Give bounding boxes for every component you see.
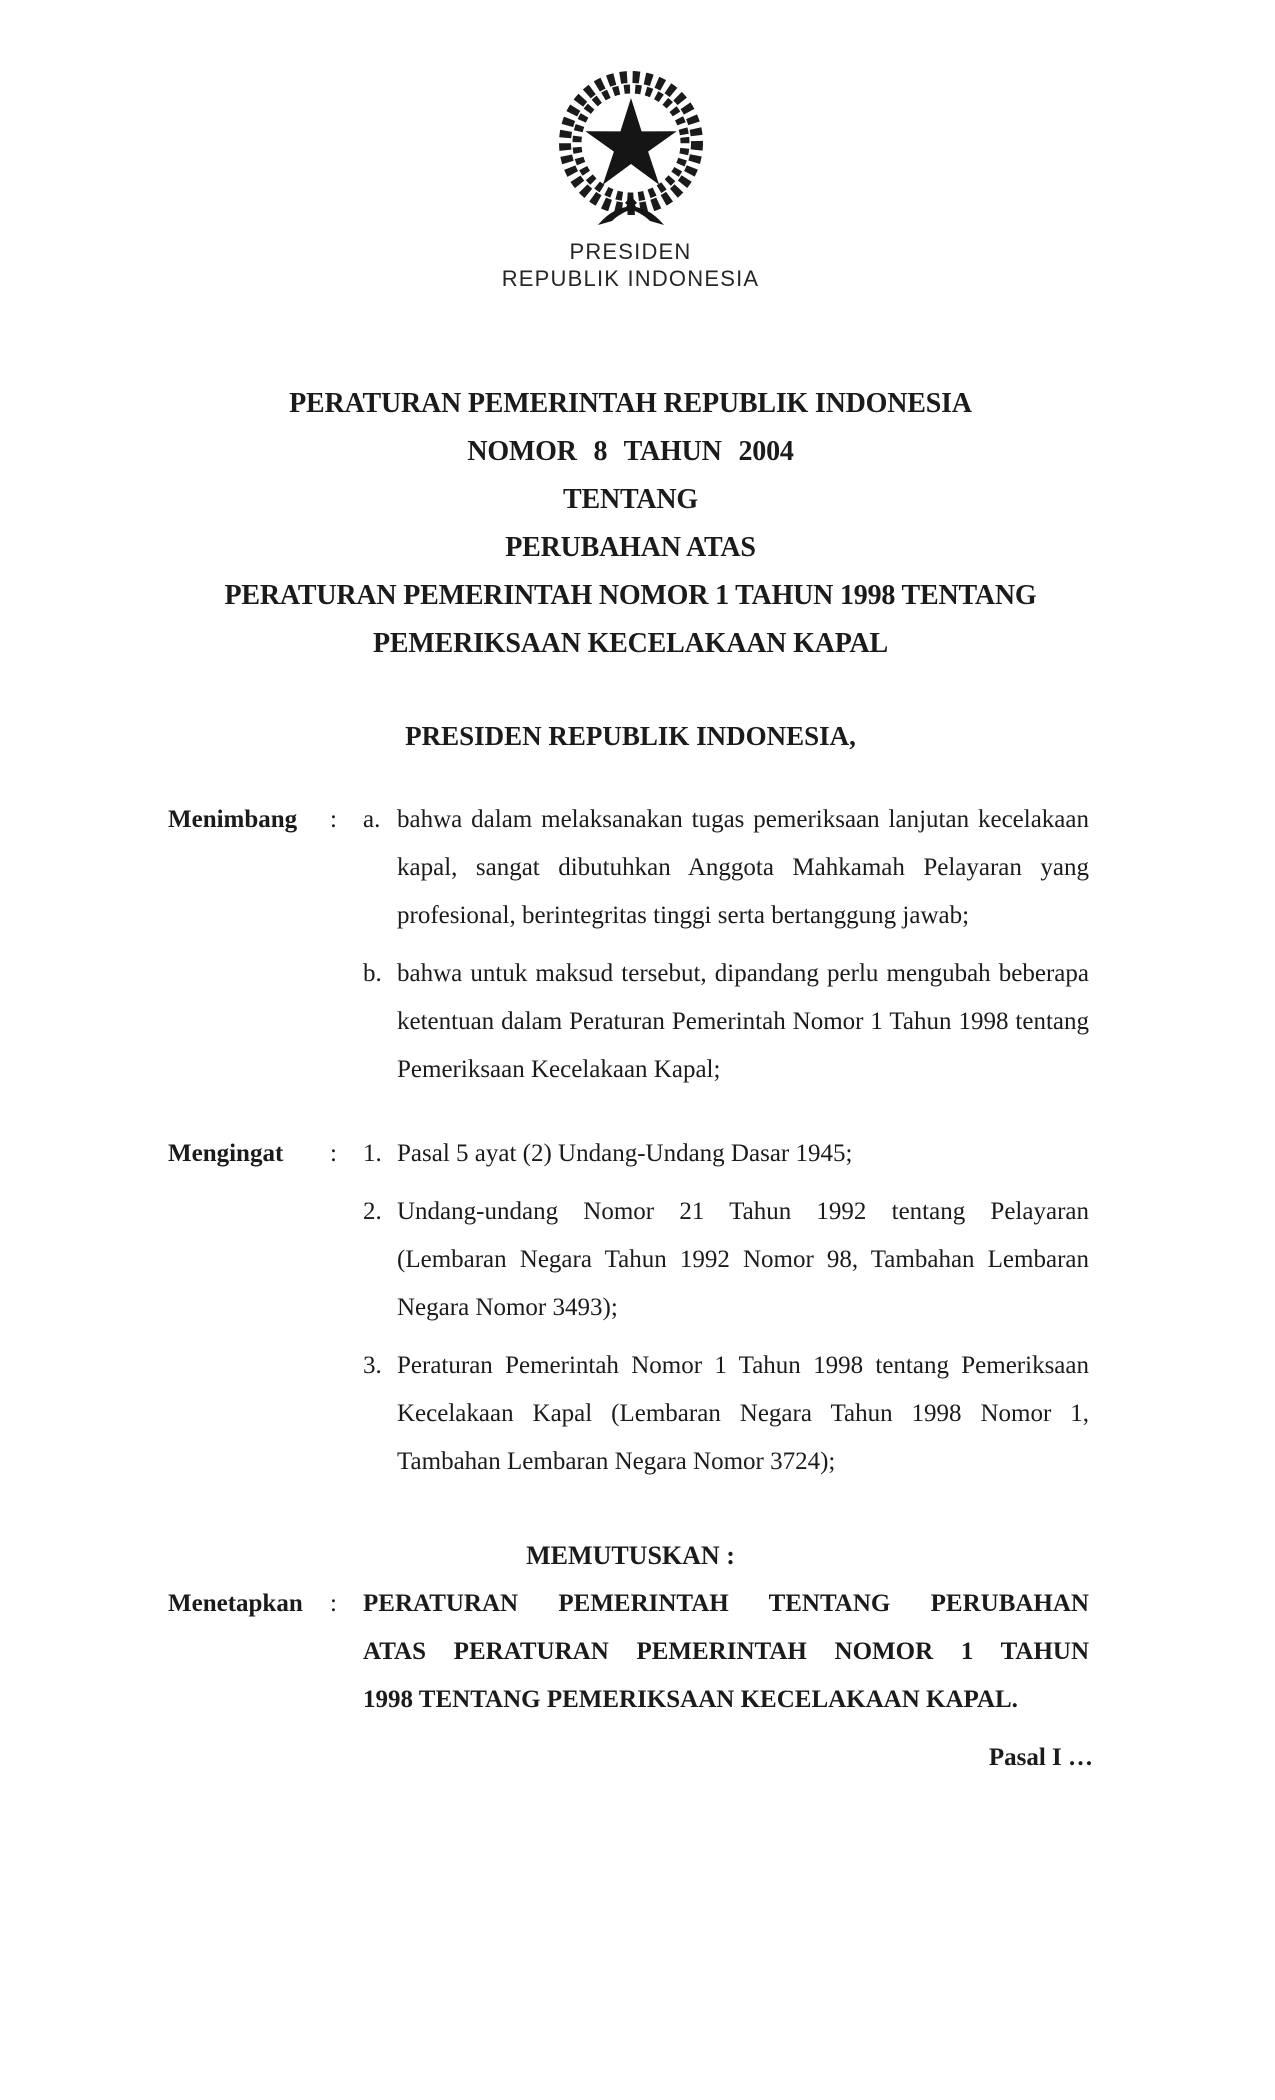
menetapkan-section: [168, 1580, 1093, 1724]
item-marker: 1.: [363, 1140, 382, 1167]
letterhead-emblem: [168, 0, 1093, 230]
item-text: Peraturan Pemerintah Nomor 1 Tahun 1998 tentang Pemeriksaan Kecelakaan Kapal (Lembaran Negara Tahun 1998 Nomor 1, Tambahan Lembaran Negara Nomor 3724);: [397, 1352, 1089, 1475]
item-text: bahwa dalam melaksanakan tugas pemeriksaan lanjutan kecelakaan kapal, sangat dibutuhkan Anggota Mahkamah Pelayaran yang profesional, berintegritas tinggi serta bertanggung jawab;: [397, 806, 1089, 929]
title-line: PERATURAN PEMERINTAH NOMOR 1 TAHUN 1998 TENTANG: [224, 580, 1037, 611]
menimbang-section: [168, 796, 1093, 1094]
section-label-menetapkan: Menetapkan: [168, 1590, 303, 1617]
section-label-mengingat: Mengingat: [168, 1140, 284, 1167]
item-marker: b.: [363, 960, 382, 987]
salutation: PRESIDEN REPUBLIK INDONESIA,: [405, 721, 856, 751]
item-marker: 2.: [363, 1198, 382, 1225]
label-colon: :: [330, 1140, 337, 1167]
section-label-menimbang: Menimbang: [168, 806, 298, 833]
document-title: [168, 380, 1093, 668]
enacting-text: [363, 1580, 1089, 1724]
item-text: Undang-undang Nomor 21 Tahun 1992 tentang Pelayaran (Lembaran Negara Tahun 1992 Nomor 98, Tambahan Lembaran Negara Nomor 3493);: [397, 1198, 1089, 1321]
title-line-tentang: TENTANG: [563, 484, 698, 515]
presidential-star-wreath-emblem-icon: [546, 70, 716, 230]
label-colon: :: [330, 806, 337, 833]
title-line: PEMERIKSAAN KECELAKAAN KAPAL: [372, 628, 889, 659]
letterhead-line-presiden: PRESIDEN: [569, 239, 692, 264]
item-text: bahwa untuk maksud tersebut, dipandang perlu mengubah beberapa ketentuan dalam Peraturan Pemerintah Nomor 1 Tahun 1998 tentang Pemeriksaan Kecelakaan Kapal;: [397, 960, 1089, 1083]
letterhead-line-republik-indonesia: REPUBLIK INDONESIA: [501, 266, 760, 291]
mengingat-section: [168, 1130, 1093, 1486]
menetapkan-row: [168, 1580, 1093, 1724]
enacting-line: ATAS PERATURAN PEMERINTAH NOMOR 1 TAHUN: [363, 1638, 1089, 1665]
star-icon: [585, 98, 676, 185]
enacting-line: PERATURAN PEMERINTAH TENTANG PERUBAHAN: [363, 1590, 1089, 1617]
title-line-nomor: NOMOR 8 TAHUN 2004: [467, 436, 794, 467]
enacting-line: 1998 TENTANG PEMERIKSAAN KECELAKAAN KAPAL.: [363, 1686, 1018, 1713]
document-content: [168, 0, 1093, 1782]
catchword-pasal-i: Pasal I …: [988, 1744, 1093, 1771]
title-line: PERATURAN PEMERINTAH REPUBLIK INDONESIA: [289, 388, 972, 419]
menimbang-item-b: [168, 950, 1093, 1094]
mengingat-item-3: [168, 1342, 1093, 1486]
item-marker: a.: [363, 806, 381, 833]
mengingat-item-2: [168, 1188, 1093, 1332]
label-colon: :: [330, 1590, 337, 1617]
title-line-perubahan: PERUBAHAN ATAS: [505, 532, 756, 563]
memutuskan-heading: MEMUTUSKAN :: [526, 1541, 735, 1570]
mengingat-item-1: [168, 1130, 1093, 1178]
item-text: Pasal 5 ayat (2) Undang-Undang Dasar 1945;: [397, 1140, 853, 1167]
item-marker: 3.: [363, 1352, 382, 1379]
letterhead: [168, 238, 1093, 292]
menimbang-item-a: [168, 796, 1093, 940]
